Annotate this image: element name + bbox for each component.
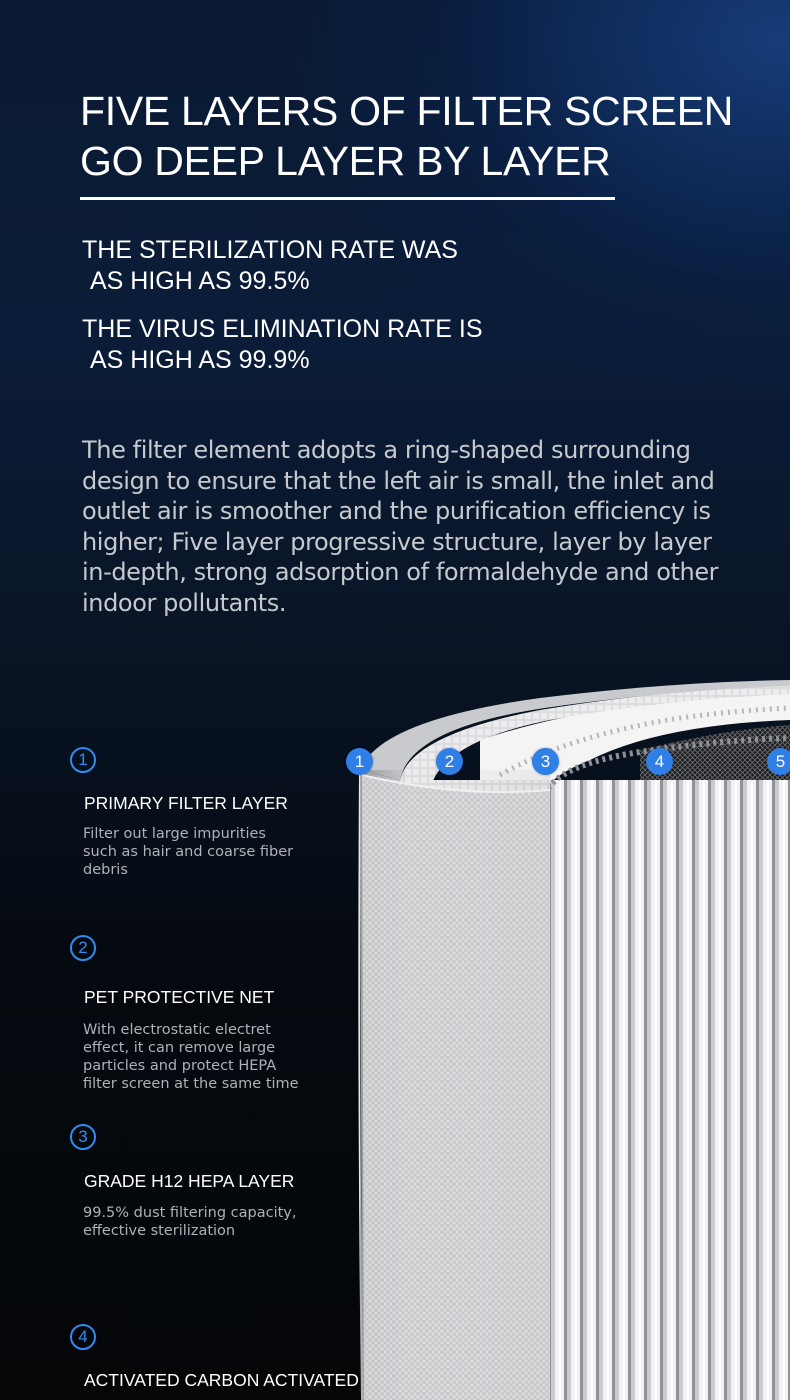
headline [80,86,760,186]
description-line: indoor pollutants. [82,588,287,617]
headline-underline [80,197,615,200]
layer-description-line: filter screen at the same time [83,1076,299,1092]
layer-title: ACTIVATED CARBON ACTIVATED [84,1370,359,1390]
sterilization-stat-line-1: THE STERILIZATION RATE WAS [82,236,458,264]
filter-description [82,435,772,618]
layer-item-primary-filter [70,747,340,879]
layer-description-line: such as hair and coarse fiber [83,844,294,860]
sterilization-rate-stat [82,235,582,297]
filter-cylinder-illustration [340,680,790,1400]
description-line: outlet air is smoother and the purification efficiency is [82,497,711,525]
layer-title: GRADE H12 HEPA LAYER [84,1171,295,1191]
description-line: The filter element adopts a ring-shaped surrounding [82,436,691,464]
layer-description-line: With electrostatic electret [83,1022,271,1038]
layer-number-badge: 1 [70,747,96,773]
virus-stat-line-2: AS HIGH AS 99.9% [90,346,310,374]
layer-number-badge: 3 [70,1124,96,1150]
headline-line-1: FIVE LAYERS OF FILTER SCREEN [80,88,734,134]
layer-item-pet-net [70,935,340,1093]
layer-description-line: effect, it can remove large [83,1040,276,1056]
layer-item-hepa [70,1124,340,1240]
layer-description [83,825,343,879]
layer-number-badge: 4 [70,1324,96,1350]
layer-description-line: debris [83,862,128,878]
sterilization-stat-line-2: AS HIGH AS 99.5% [90,267,310,295]
virus-stat-line-1: THE VIRUS ELIMINATION RATE IS [82,315,483,343]
layer-description [83,1021,343,1093]
layer-description-line: particles and protect HEPA [83,1058,277,1074]
filter-badge-3: 3 [532,748,559,775]
layer-title: PRIMARY FILTER LAYER [84,793,288,813]
filter-badge-1: 1 [346,748,373,775]
description-line: design to ensure that the left air is small, the inlet and [82,466,715,495]
layer-description-line: effective sterilization [83,1223,236,1239]
filter-badge-5: 5 [767,748,790,775]
headline-line-2: GO DEEP LAYER BY LAYER [80,138,611,184]
layer-title: PET PROTECTIVE NET [84,987,275,1007]
layer-item-activated-carbon [70,1324,359,1391]
layer-description-line: 99.5% dust filtering capacity, [83,1205,297,1221]
layer-number-badge: 2 [70,935,96,961]
filter-badge-2: 2 [436,748,463,775]
layer-description [83,1204,343,1240]
description-line: higher; Five layer progressive structure, layer by layer [82,527,712,556]
description-line: in-depth, strong adsorption of formaldehyde and other [82,558,719,586]
filter-badge-4: 4 [646,748,673,775]
layer-description-line: Filter out large impurities [83,826,266,842]
virus-elimination-stat [82,314,582,376]
